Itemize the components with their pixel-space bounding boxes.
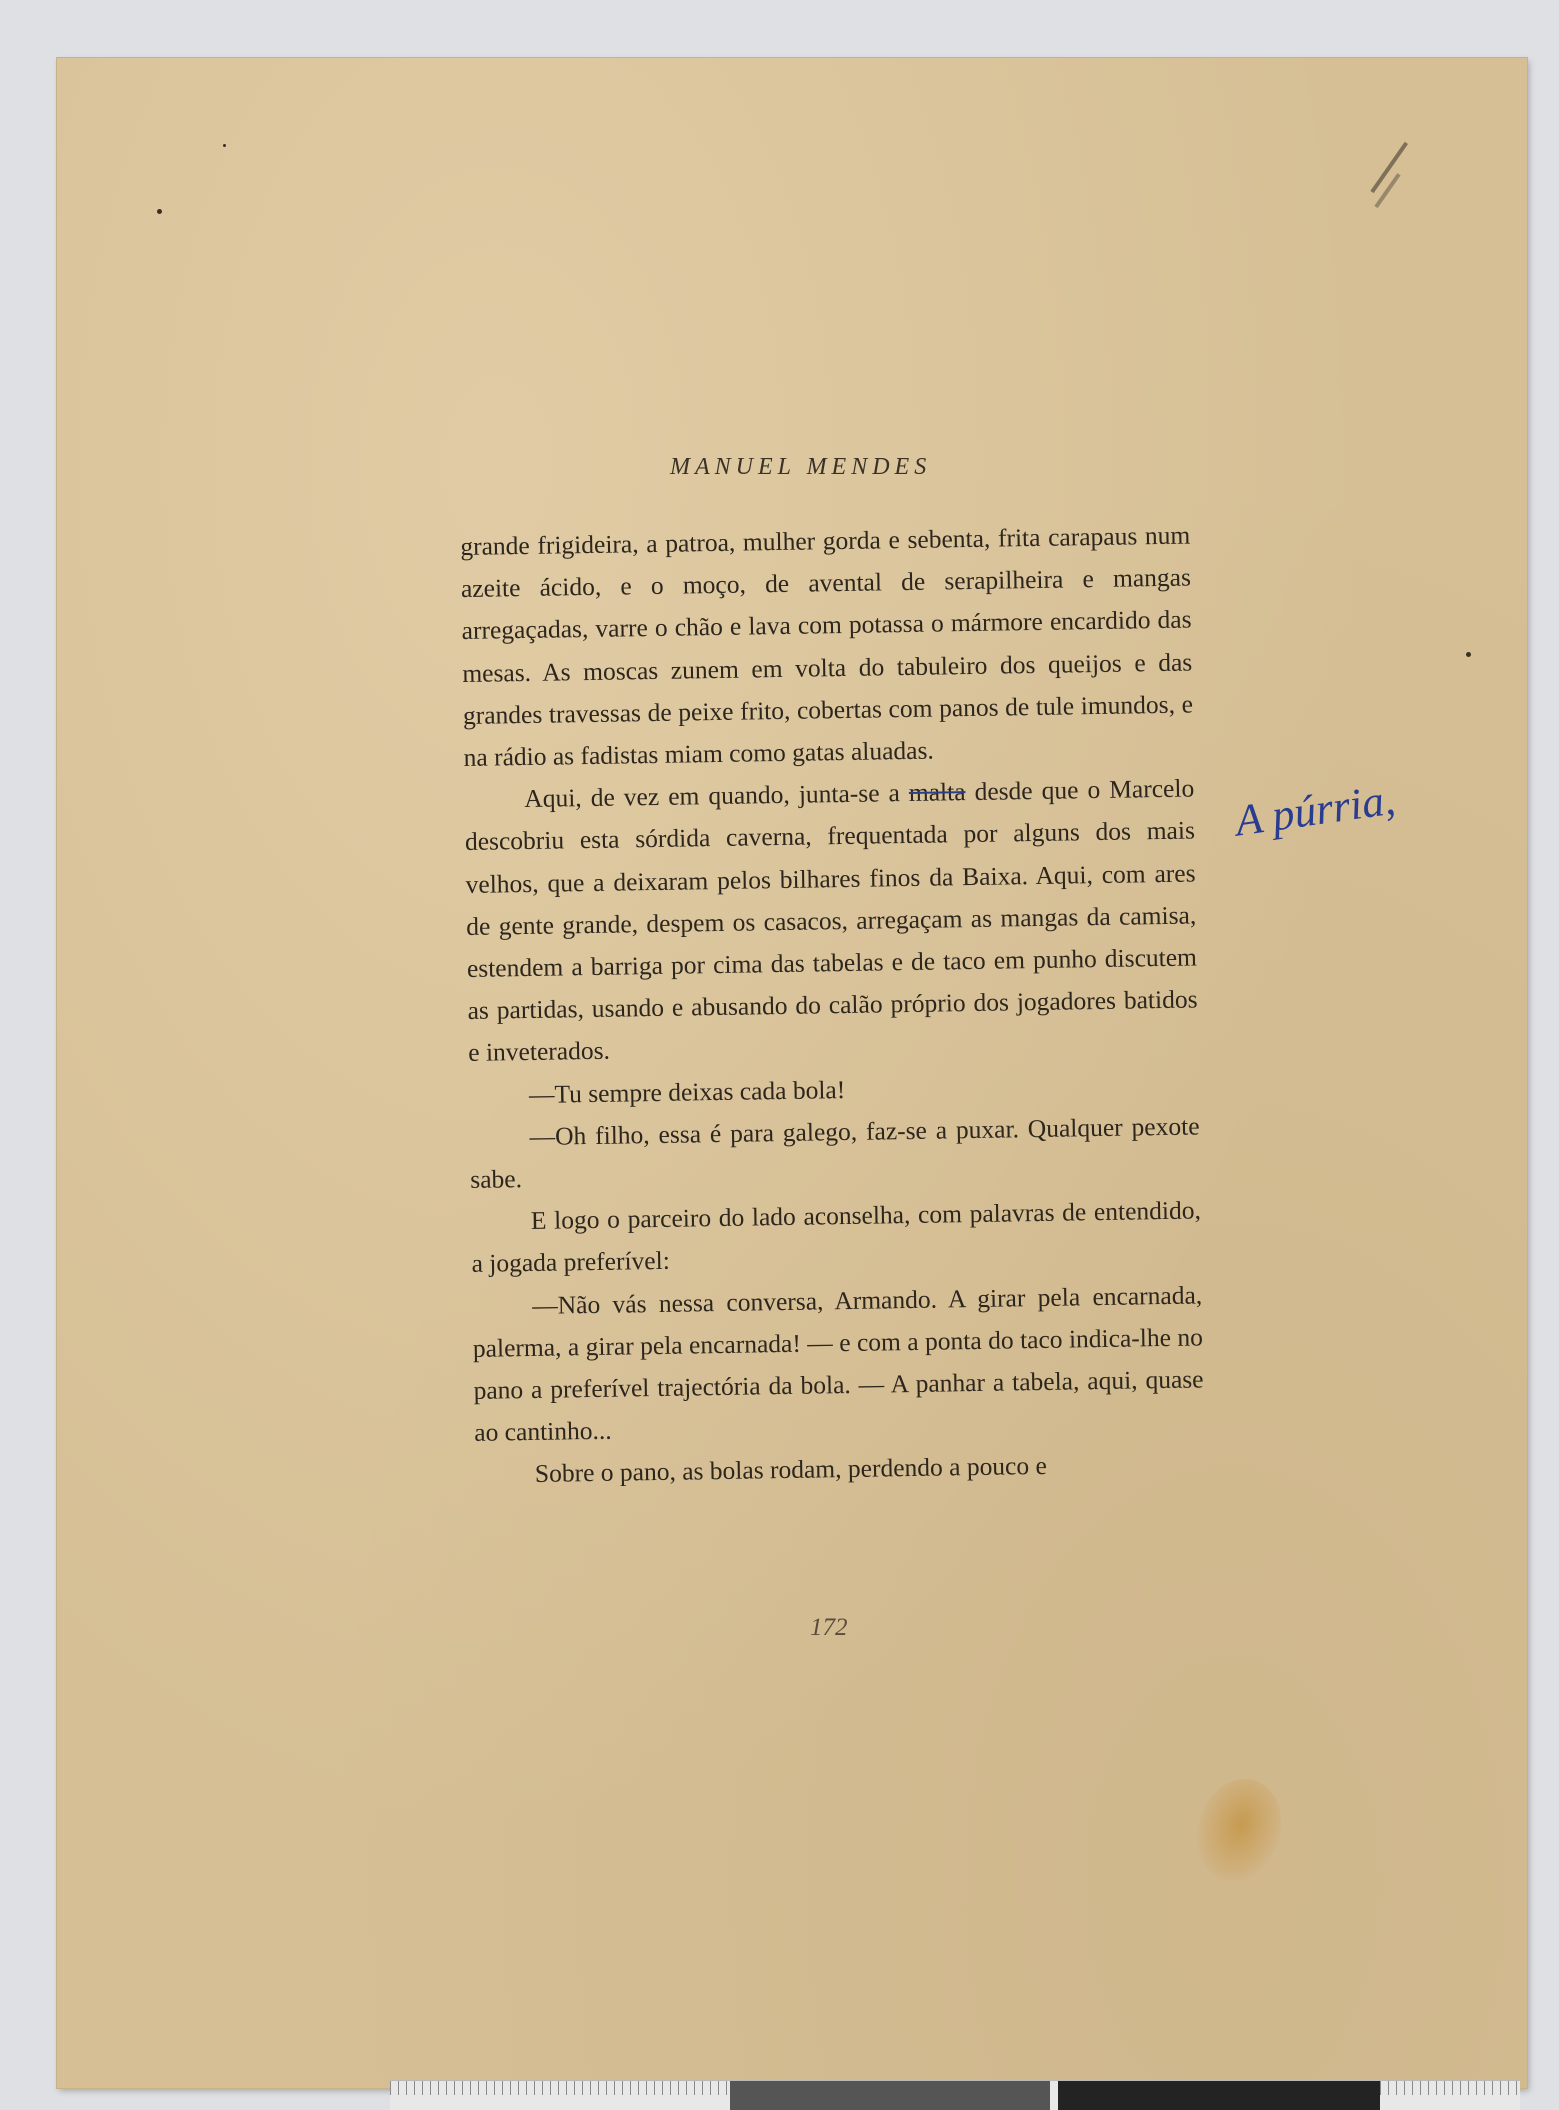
- paragraph-text: —Tu sempre deixas cada bola!: [528, 1074, 846, 1109]
- paragraph-text: Aqui, de vez em quando, junta-se a: [524, 778, 910, 814]
- ink-speck: [223, 144, 226, 147]
- paragraph-text: Sobre o pano, as bolas rodam, perdendo a pouco e: [534, 1451, 1048, 1489]
- paragraph: [460, 515, 1194, 780]
- paragraph: [471, 1190, 1202, 1286]
- handwritten-margin-note: A púrria,: [1232, 774, 1398, 846]
- page-number: 172: [810, 1614, 848, 1641]
- paragraph-text: —Não vás nessa conversa, Armando. A girar pela encarnada, palerma, a girar pela encarnada! — e com a ponta do taco indica-lhe no pano a preferível trajectória da bola. — A panhar a tabela, aqui, quase ao cantinho...: [472, 1280, 1204, 1448]
- paragraph-text: desde que o Marcelo descobriu esta sórdida caverna, frequentada por alguns dos mais velhos, que a deixaram pelos bilhares finos da Baixa. Aqui, com ares de gente grande, despem os casacos, arregaçam as mangas da camisa, estendem a barriga por cima das tabelas e de taco em punho discutem as partidas, usando e abusando do calão próprio dos jogadores batidos e inveterados.: [464, 773, 1198, 1068]
- body-text: [460, 515, 1205, 1497]
- ink-speck: [1466, 652, 1471, 657]
- paragraph-text: grande frigideira, a patroa, mulher gorda e sebenta, frita carapaus num azeite ácido, e o moço, de avental de serapilheira e mangas arregaçadas, varre o chão e lava com potassa o mármore encardido das mesas. As moscas zunem em volta do tabuleiro dos queijos e das grandes travessas de peixe frito, cobertas com panos de tule imundos, e na rádio as fadistas miam como gatas aluadas.: [460, 520, 1194, 772]
- paragraph: [472, 1274, 1205, 1454]
- scale-ruler: [390, 2080, 1520, 2110]
- ruler-ticks: [1380, 2081, 1520, 2095]
- paragraph: [464, 768, 1199, 1075]
- ruler-ticks: [390, 2081, 730, 2095]
- ink-speck: [157, 209, 162, 214]
- paragraph: [469, 1105, 1200, 1201]
- running-head: MANUEL MENDES: [670, 454, 932, 480]
- gray-color-patch: [730, 2081, 1050, 2110]
- black-color-patch: [1058, 2081, 1380, 2110]
- paragraph-text: E logo o parceiro do lado aconselha, com palavras de entendido, a jogada preferível:: [471, 1195, 1202, 1279]
- paragraph-text: —Oh filho, essa é para galego, faz-se a puxar. Qualquer pexote sabe.: [470, 1111, 1200, 1194]
- struck-word: malta: [908, 777, 966, 808]
